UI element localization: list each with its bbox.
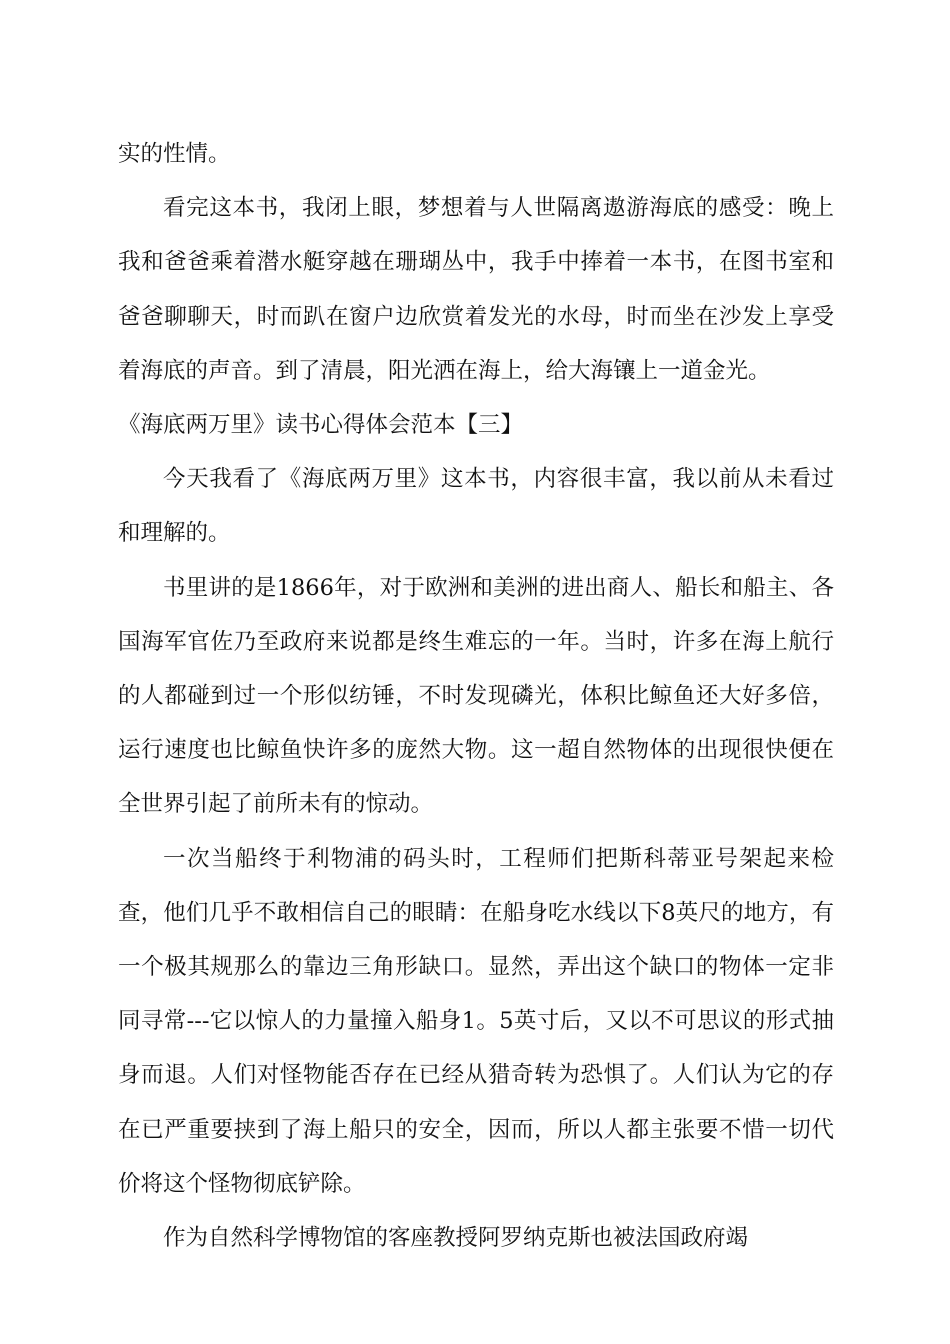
paragraph-intro: 今天我看了《海底两万里》这本书，内容很丰富，我以前从未看过和理解的。 (118, 466, 834, 547)
continuation-paragraph: 实的性情。 (118, 141, 231, 167)
document-body (118, 127, 834, 1265)
paragraph-imagination: 看完这本书，我闭上眼，梦想着与人世隔离遨游海底的感受：晚上我和爸爸乘着潜水艇穿越在珊瑚丛中，我手中捧着一本书，在图书室和爸爸聊聊天，时而趴在窗户边欣赏着发光的水母，时而坐在沙发上享受着海底的声音。到了清晨，阳光洒在海上，给大海镶上一道金光。 (118, 195, 834, 384)
paragraph-1866: 书里讲的是1866年，对于欧洲和美洲的进出商人、船长和船主、各国海军官佐乃至政府来说都是终生难忘的一年。当时，许多在海上航行的人都碰到过一个形似纺锤，不时发现磷光，体积比鲸鱼还大好多倍，运行速度也比鲸鱼快许多的庞然大物。这一超自然物体的出现很快便在全世界引起了前所未有的惊动。 (118, 574, 834, 818)
paragraph-professor: 作为自然科学博物馆的客座教授阿罗纳克斯也被法国政府竭 (163, 1225, 749, 1252)
paragraph-ship-inspection: 一次当船终于利物浦的码头时，工程师们把斯科蒂亚号架起来检查，他们几乎不敢相信自己的眼睛：在船身吃水线以下8英尺的地方，有一个极其规那么的靠边三角形缺口。显然，弄出这个缺口的物体一定非同寻常---它以惊人的力量撞入船身1。5英寸后，又以不可思议的形式抽身而退。人们对怪物能否存在已经从猎奇转为恐惧了。人们认为它的存在已严重要挟到了海上船只的安全，因而，所以人都主张要不惜一切代价将这个怪物彻底铲除。 (118, 845, 834, 1197)
section-heading: 《海底两万里》读书心得体会范本【三】 (118, 412, 524, 439)
